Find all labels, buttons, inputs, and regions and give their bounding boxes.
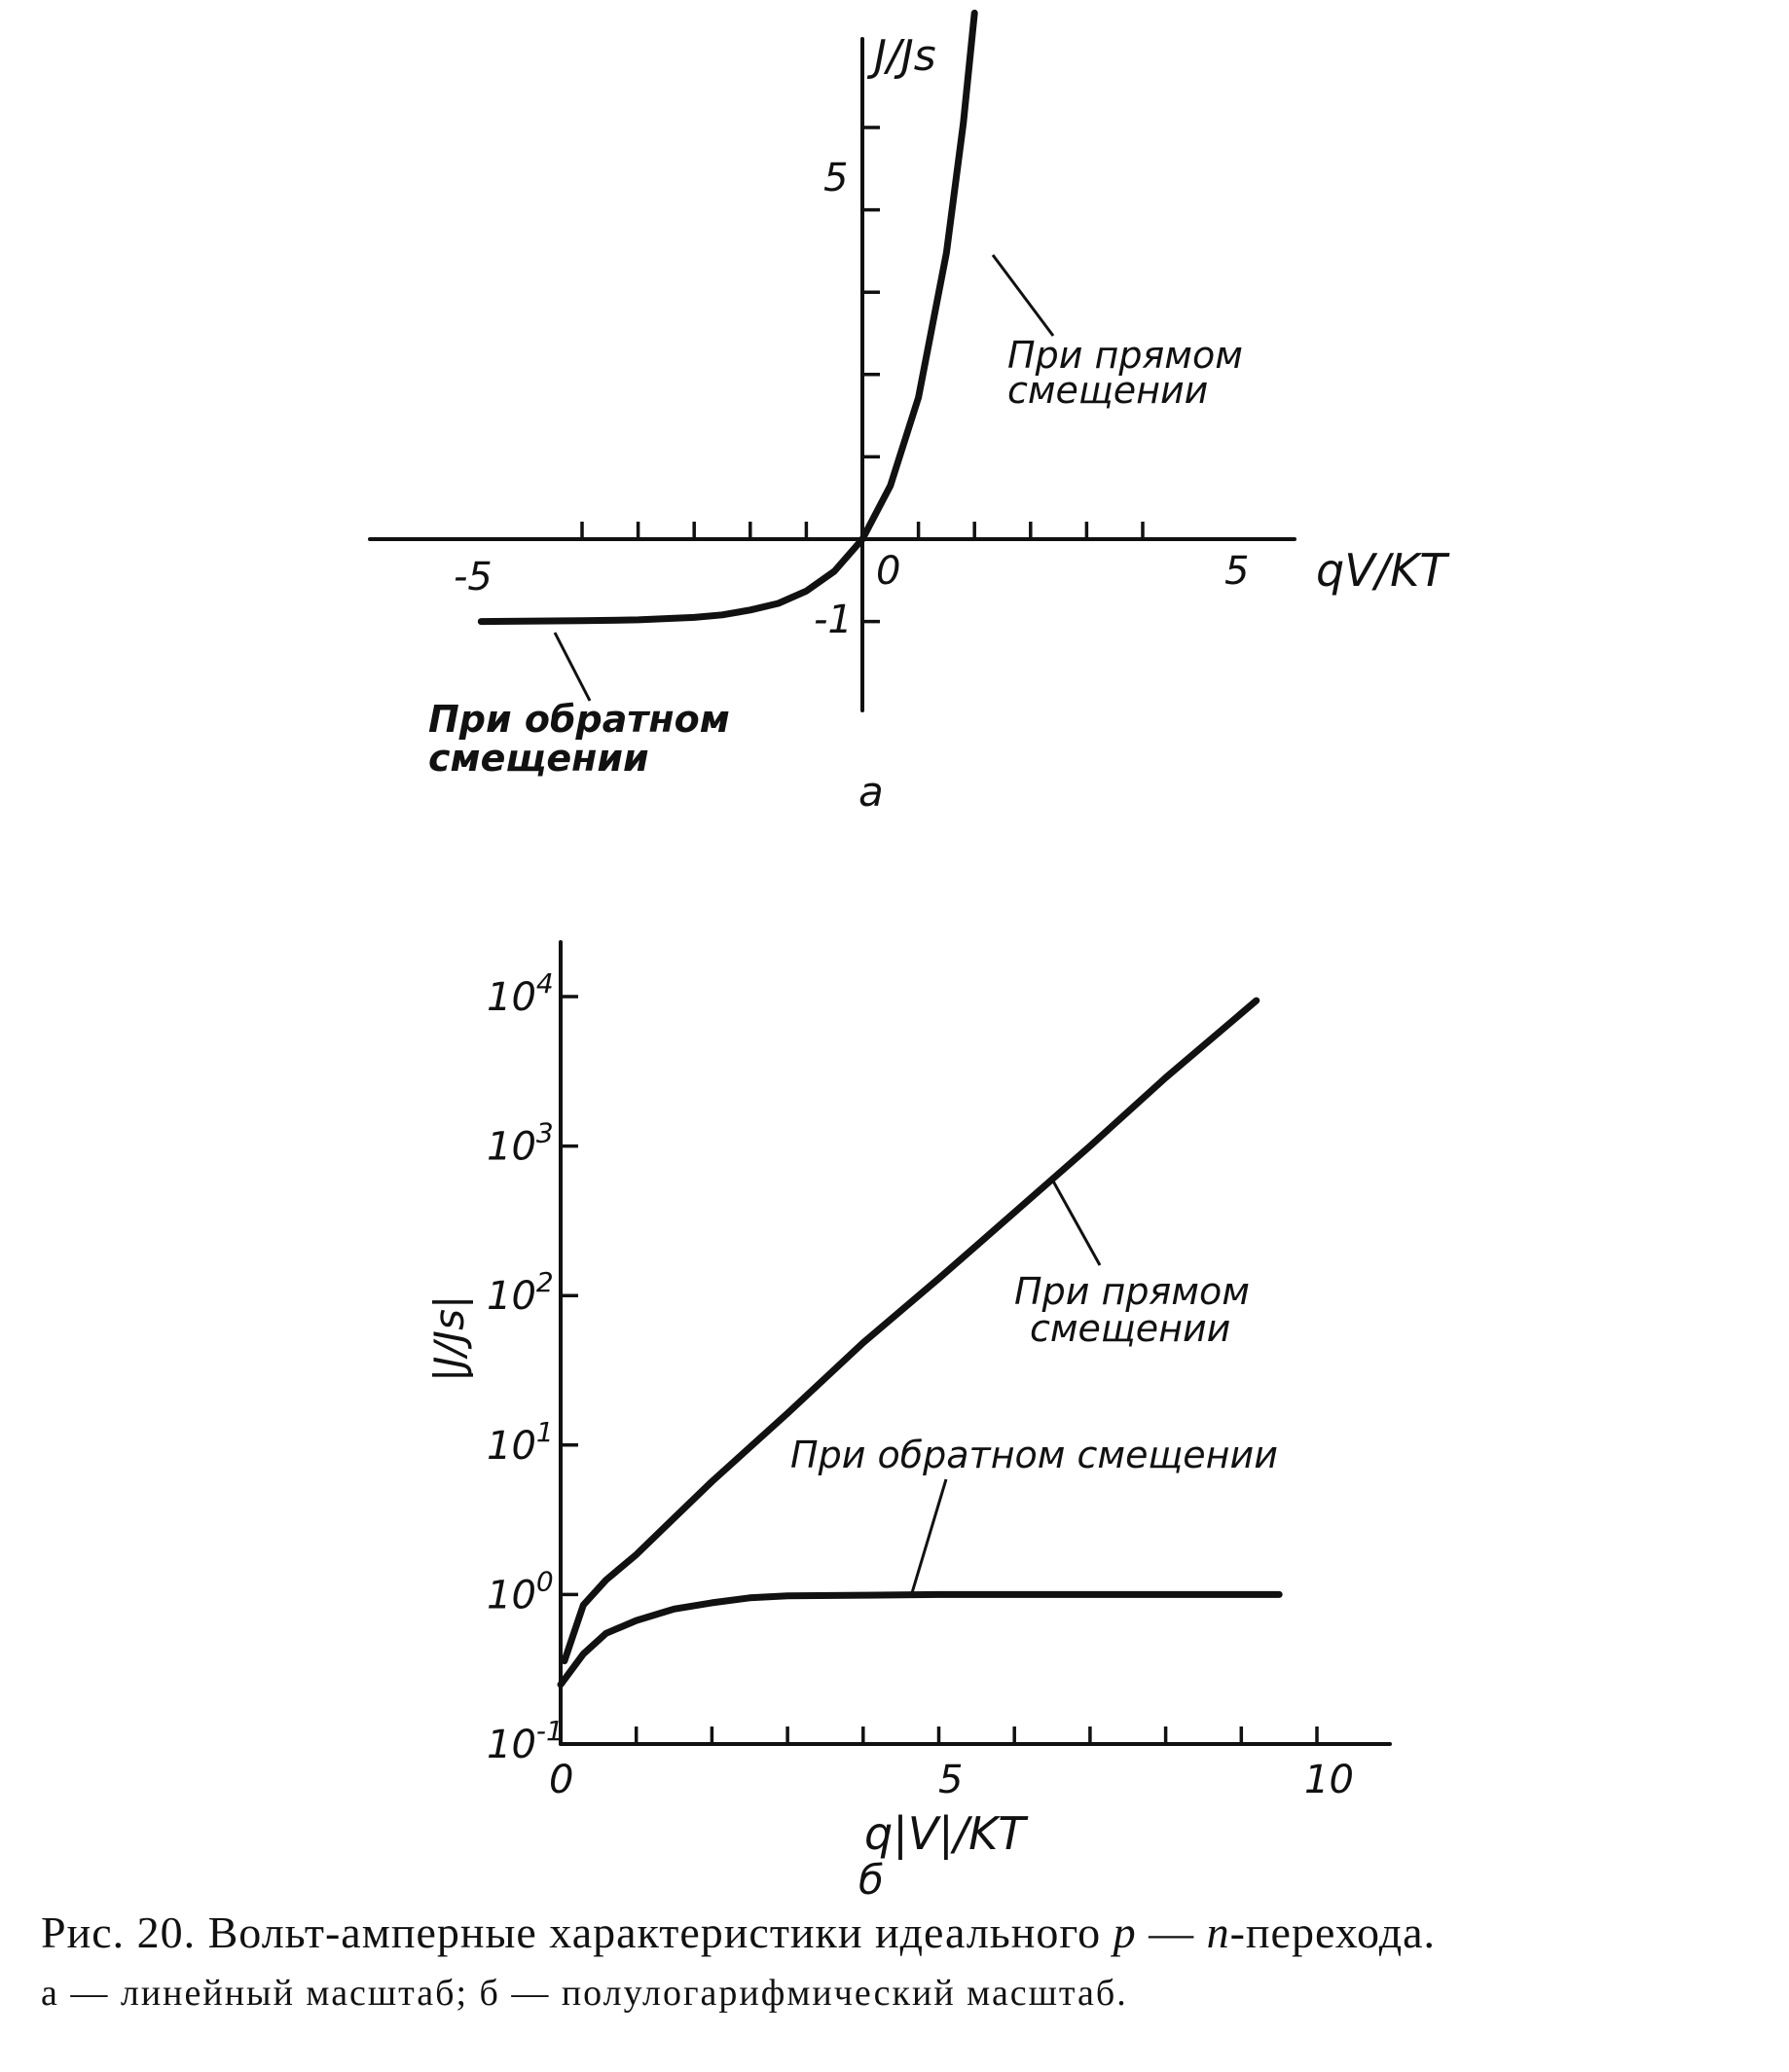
- chart-b-y-axis-label: |J/Js|: [425, 1294, 473, 1382]
- chart-a-panel-label: а: [858, 768, 884, 816]
- chart-a-reverse-label-line2: смещении: [428, 737, 649, 780]
- caption-p: p: [1113, 1908, 1137, 1957]
- chart-a-y-tick-label-neg1: -1: [814, 598, 853, 642]
- chart-a-forward-leader: [993, 255, 1053, 336]
- caption-line-1: [41, 1908, 1773, 1959]
- chart-b-reverse-leader: [911, 1479, 946, 1596]
- figure-caption: [41, 1908, 1773, 2016]
- chart-b-x-tick-label-5: 5: [938, 1758, 964, 1802]
- chart-a-forward-label-line1: При прямом: [1007, 334, 1243, 377]
- chart-b-x-ticks: [637, 1727, 1317, 1744]
- caption-n: n: [1206, 1908, 1230, 1957]
- caption-line-1-suffix: -перехода.: [1229, 1908, 1437, 1957]
- chart-b-y-tick-label: $10^0$: [487, 1565, 554, 1618]
- chart-b: [425, 942, 1390, 1904]
- chart-b-y-ticks: [561, 997, 578, 1594]
- chart-b-y-tick-label: $10^4$: [487, 967, 554, 1020]
- chart-a-x-tick-label-0: 0: [876, 549, 901, 594]
- caption-line-1-prefix: Рис. 20. Вольт-амперные характеристики идеального: [41, 1908, 1114, 1957]
- chart-b-x-tick-label-0: 0: [549, 1758, 574, 1802]
- chart-a: [370, 13, 1450, 816]
- chart-a-y-ticks: [862, 127, 880, 622]
- chart-b-forward-label-line2: смещении: [1030, 1307, 1231, 1350]
- chart-b-x-tick-label-10: 10: [1304, 1758, 1354, 1802]
- chart-a-x-tick-label-5: 5: [1224, 549, 1250, 594]
- chart-b-reverse-curve: [561, 1594, 1279, 1685]
- chart-b-y-tick-label: $10^3$: [487, 1116, 554, 1170]
- chart-b-y-tick-labels: [487, 967, 564, 1767]
- chart-a-y-tick-label-5: 5: [823, 156, 849, 200]
- chart-b-x-axis-label: q|V|/KT: [864, 1807, 1026, 1860]
- chart-b-reverse-label: При обратном смещении: [790, 1434, 1278, 1476]
- chart-b-forward-leader: [1051, 1178, 1100, 1265]
- chart-a-y-axis-label: J/Js: [874, 31, 936, 81]
- chart-b-y-tick-label: $10^1$: [487, 1415, 554, 1469]
- chart-b-panel-label: б: [858, 1856, 884, 1904]
- caption-dash: —: [1136, 1908, 1207, 1957]
- chart-a-x-tick-label-neg5: -5: [454, 555, 493, 600]
- chart-a-curve: [481, 13, 974, 621]
- chart-a-forward-label-line2: смещении: [1007, 369, 1209, 412]
- chart-a-x-axis-label: qV/KT: [1316, 544, 1447, 597]
- caption-line-2: а — линейный масштаб; б — полулогарифмический масштаб.: [41, 1972, 1128, 2014]
- chart-b-forward-label-line1: При прямом: [1014, 1270, 1250, 1313]
- chart-b-y-tick-label: $10^2$: [487, 1266, 554, 1320]
- chart-a-reverse-label-line1: При обратном: [428, 698, 730, 741]
- chart-b-y-tick-label: $10^{-1}$: [487, 1715, 564, 1767]
- chart-a-reverse-leader: [555, 633, 590, 701]
